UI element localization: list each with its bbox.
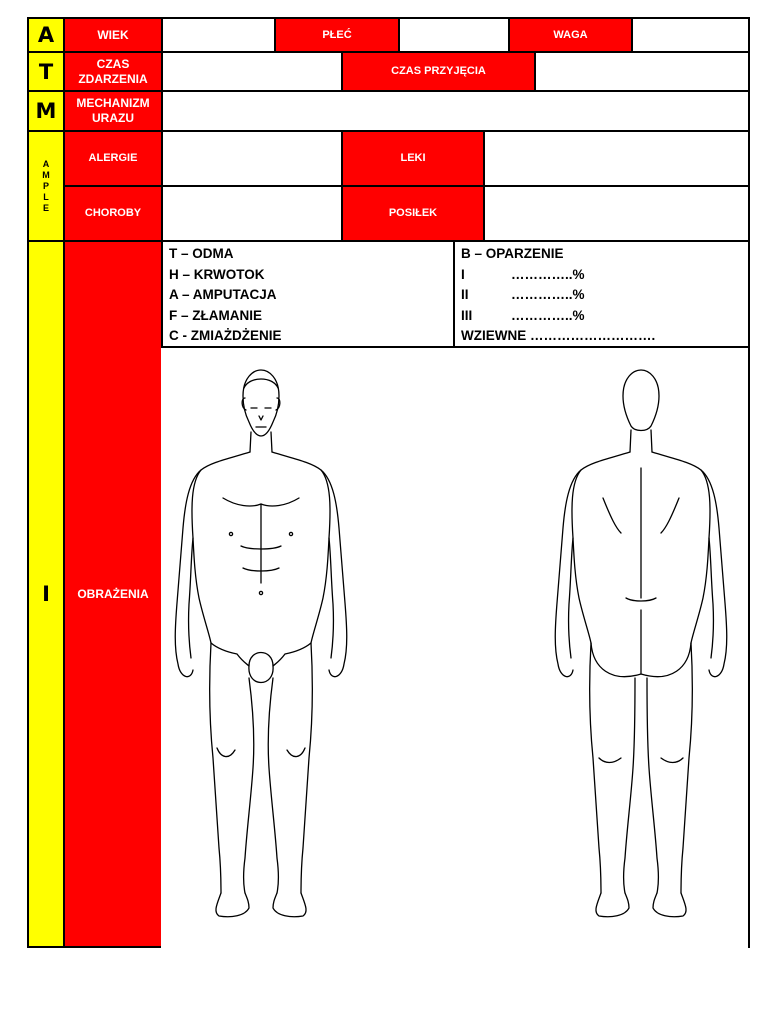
legend-code: F – ZŁAMANIE (169, 307, 262, 323)
diseases-field[interactable] (161, 185, 343, 242)
ample-letter: E (42, 202, 49, 213)
legend-code: A – AMPUTACJA (169, 287, 277, 302)
age-field[interactable] (161, 17, 276, 53)
meds-field[interactable] (483, 130, 750, 187)
age-label: WIEK (63, 17, 163, 53)
row-i-letter: I (27, 240, 65, 948)
body-diagram (161, 348, 748, 948)
burn-degree: I (461, 266, 465, 282)
row-m-letter: M (27, 90, 65, 132)
burn-degree: III (461, 307, 473, 323)
weight-field[interactable] (631, 17, 750, 53)
sex-field[interactable] (398, 17, 510, 53)
back-body-figure (555, 370, 727, 917)
body-diagram-area[interactable] (161, 346, 750, 948)
burn-degree: II (461, 287, 469, 302)
row-a-letter: A (27, 17, 65, 53)
front-body-figure (175, 370, 347, 917)
inhalation-burn: WZIEWNE ………………………. (461, 328, 656, 343)
burn-legend (453, 240, 750, 348)
burn-blank: …………..% (511, 287, 585, 302)
ample-letter: A (42, 158, 50, 169)
admission-time-field[interactable] (534, 51, 750, 92)
allergies-field[interactable] (161, 130, 343, 187)
event-time-label: CZAS ZDARZENIA (63, 51, 163, 92)
event-time-field[interactable] (161, 51, 343, 92)
legend-code: T – ODMA (169, 246, 234, 261)
burn-blank: …………..% (511, 266, 585, 282)
weight-label: WAGA (508, 17, 633, 53)
admission-time-label: CZAS PRZYJĘCIA (341, 51, 536, 92)
meds-label: LEKI (341, 130, 485, 187)
legend-code: C - ZMIAŻDŻENIE (169, 328, 282, 343)
ample-letters (27, 130, 65, 242)
mechanism-label: MECHANIZM URAZU (63, 90, 163, 132)
burn-title: B – OPARZENIE (461, 246, 564, 261)
injury-codes-legend (161, 240, 455, 348)
row-t-letter: T (27, 51, 65, 92)
sex-label: PŁEĆ (274, 17, 400, 53)
burn-blank: …………..% (511, 307, 585, 323)
ample-letter: P (42, 180, 49, 191)
ample-letter: M (42, 169, 50, 180)
allergies-label: ALERGIE (63, 130, 163, 187)
mechanism-field[interactable] (161, 90, 750, 132)
diseases-label: CHOROBY (63, 185, 163, 242)
meal-label: POSIŁEK (341, 185, 485, 242)
ample-letter: L (43, 191, 49, 202)
legend-code: H – KRWOTOK (169, 266, 265, 282)
injuries-label: OBRAŻENIA (63, 240, 163, 948)
meal-field[interactable] (483, 185, 750, 242)
